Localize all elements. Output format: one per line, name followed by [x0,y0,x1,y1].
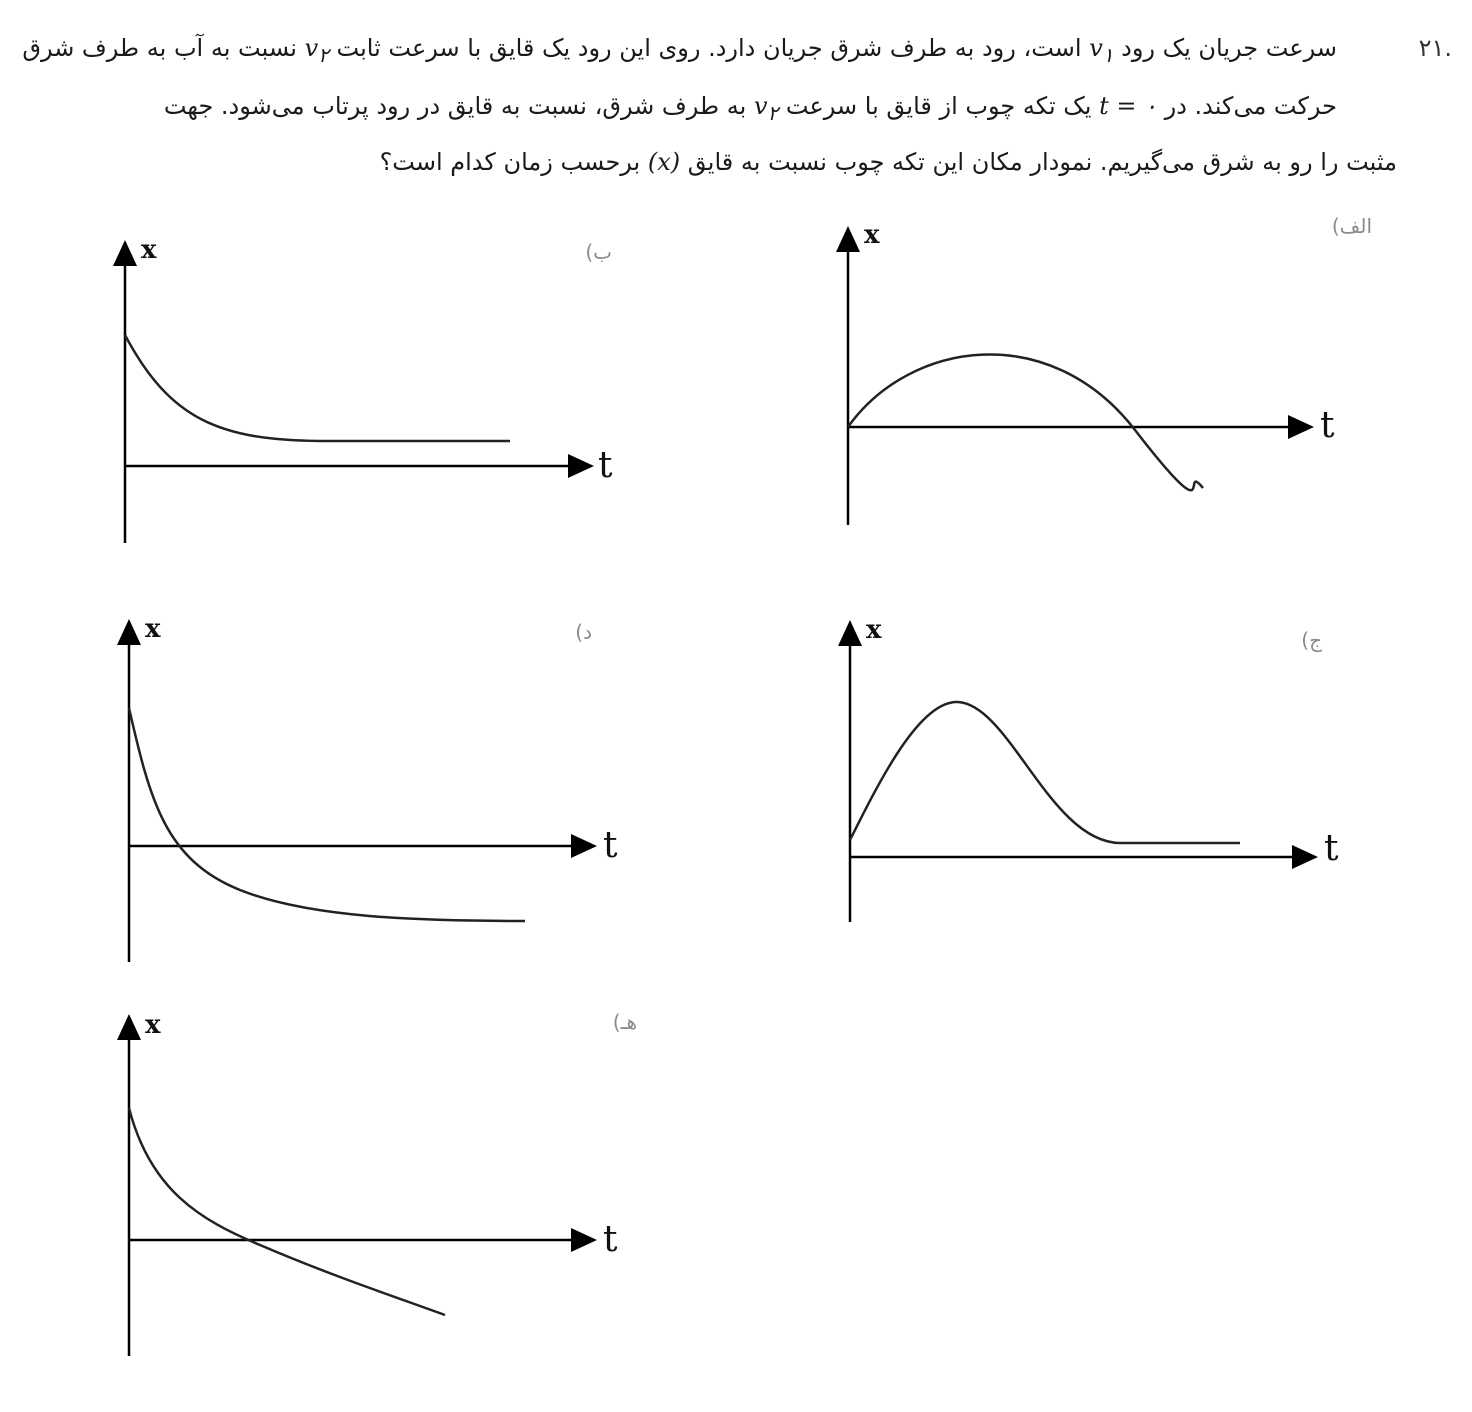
y-axis-label: x [145,614,161,644]
graph-alef [836,220,1335,525]
curve-jim [850,702,1240,843]
x-axis-label: t [598,445,613,486]
x-axis-arrow [568,454,594,478]
curve-he [129,1108,445,1315]
curve-be [125,335,510,441]
x-axis-label: t [603,825,618,866]
x-axis-arrow [571,834,597,858]
var-v2: $v_۲$ [304,34,329,67]
y-axis-arrow [117,619,141,645]
option-label-dal: د) [575,620,592,644]
question-line-1: سرعت جریان یک رود $v_۱$ است، رود به طرف شرق جریان دارد. روی این رود یک قایق با سرعت ثابت $v_۲$ نسبت به آب به طرف شرق [22,34,1337,67]
question-line-3: مثبت را رو به شرق می‌گیریم. نمودار مکان این تکه چوب نسبت به قایق (x) برحسب زمان کدام است؟ [379,148,1397,176]
y-axis-label: x [864,220,880,250]
graph-he [117,1010,618,1356]
y-axis-arrow [838,620,862,646]
x-axis-label: t [1324,828,1339,869]
y-axis-arrow [113,240,137,266]
y-axis-label: x [866,615,882,645]
x-axis-label: t [1320,405,1335,446]
graph-be [113,235,613,543]
var-v1: $v_۱$ [1089,34,1114,67]
y-axis-label: x [145,1010,161,1040]
equation-t0: t = ۰ [1099,92,1157,120]
x-axis-label: t [603,1219,618,1260]
question-number: ۲۱. [1418,34,1452,62]
curve-alef [848,354,1203,490]
option-label-alef: الف) [1331,214,1372,238]
y-axis-label: x [141,235,157,265]
graph-jim [838,615,1339,922]
graph-dal [117,614,618,962]
y-axis-arrow [836,226,860,252]
option-label-he: هـ) [612,1010,637,1034]
option-label-be: ب) [585,240,612,264]
x-axis-arrow [1292,845,1318,869]
x-axis-arrow [1288,415,1314,439]
var-x: (x) [647,148,681,176]
x-axis-arrow [571,1228,597,1252]
y-axis-arrow [117,1014,141,1040]
question-line-2: حرکت می‌کند. در t = ۰ یک تکه چوب از قایق با سرعت $v_۲$ به طرف شرق، نسبت به قایق در رود پرتاب می‌شود. جهت [163,92,1337,125]
curve-dal [129,708,525,921]
var-v2: $v_۲$ [753,92,779,125]
option-label-jim: ج) [1301,628,1322,652]
